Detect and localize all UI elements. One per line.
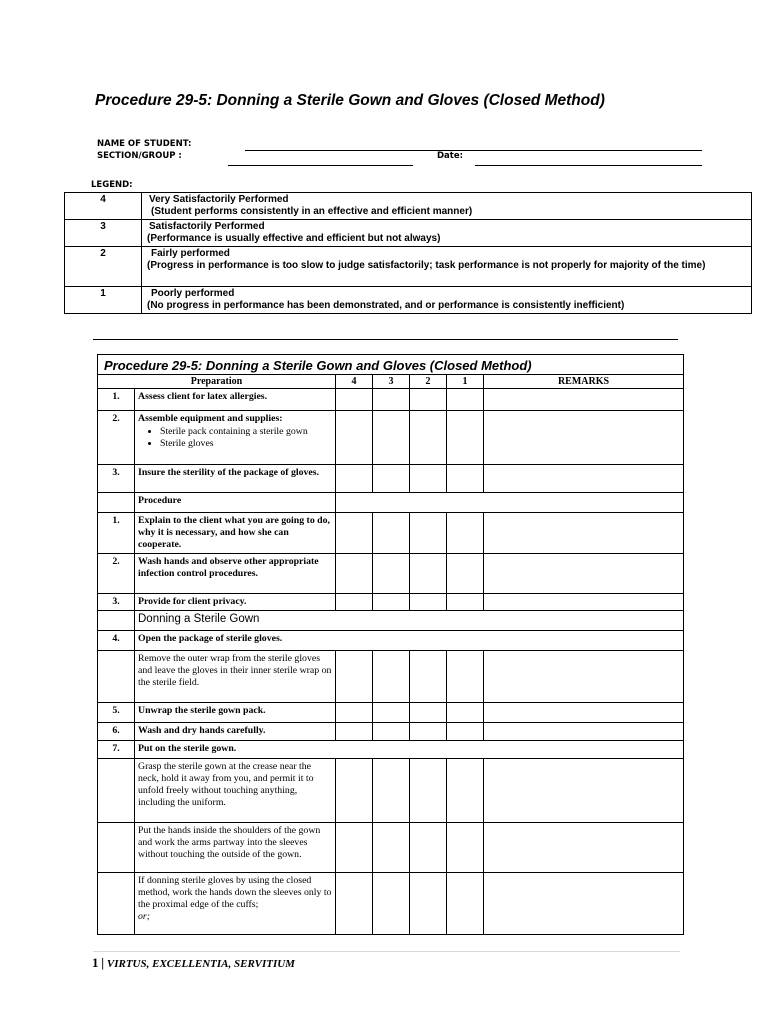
step-number — [98, 651, 135, 703]
procedure-heading: Procedure — [135, 493, 336, 513]
table-row — [98, 703, 684, 723]
list-item: • Sterile gloves — [160, 438, 332, 450]
table-caption: Procedure 29-5: Donning a Sterile Gown and Gloves (Closed Method) — [98, 355, 684, 375]
donning-gown-heading: Donning a Sterile Gown — [135, 611, 684, 631]
supply-list — [138, 426, 332, 450]
header-preparation: Preparation — [98, 375, 336, 389]
step-text: Grasp the sterile gown at the crease near the neck, hold it away from you, and permit it to unfold freely without touching anything, including the uniform. — [135, 759, 336, 823]
header-score-2: 2 — [410, 375, 447, 389]
score-cell-1[interactable] — [447, 465, 484, 493]
name-of-student-label: NAME OF STUDENT: — [97, 139, 192, 149]
table-row — [98, 873, 684, 935]
remarks-cell[interactable] — [484, 389, 684, 411]
step-text: Assess client for latex allergies. — [135, 389, 336, 411]
step-text: Explain to the client what you are going to do, why it is necessary, and how she can cooperate. — [135, 513, 336, 554]
table-row — [98, 611, 684, 631]
score-cell-4[interactable] — [336, 723, 373, 741]
legend-level: 4 — [65, 193, 142, 220]
step-number — [98, 493, 135, 513]
legend-level: 2 — [65, 247, 142, 287]
step-number — [98, 759, 135, 823]
step-text-block — [135, 411, 336, 465]
table-row — [98, 554, 684, 594]
score-cell-2[interactable] — [410, 651, 447, 703]
step-text: Wash and dry hands carefully. — [135, 723, 336, 741]
name-of-student-field[interactable] — [245, 150, 702, 151]
footer-motto: VIRTUS, EXCELLENTIA, SERVITIUM — [106, 958, 295, 970]
legend-title: Satisfactorily Performed — [149, 221, 265, 232]
remarks-cell[interactable] — [484, 594, 684, 611]
table-row — [98, 759, 684, 823]
table-row — [98, 513, 684, 554]
table-row — [98, 651, 684, 703]
legend-description — [142, 247, 752, 287]
footer-divider — [93, 951, 680, 952]
table-row — [98, 741, 684, 759]
legend-label: LEGEND: — [91, 180, 133, 190]
legend-note: (Student performs consistently in an effective and efficient manner) — [151, 206, 473, 217]
table-caption-row — [98, 355, 684, 375]
score-cell-2[interactable] — [410, 513, 447, 554]
remarks-cell[interactable] — [484, 651, 684, 703]
step-text: Assemble equipment and supplies: — [138, 413, 283, 424]
score-cell-3[interactable] — [373, 723, 410, 741]
score-cell-4[interactable] — [336, 823, 373, 873]
score-cell-3[interactable] — [373, 513, 410, 554]
step-text: Open the package of sterile gloves. — [135, 631, 684, 651]
step-text: Put on the sterile gown. — [135, 741, 684, 759]
legend-note: (No progress in performance has been demonstrated, and or performance is consistently inefficient) — [147, 300, 625, 311]
legend-note: (Progress in performance is too slow to judge satisfactorily; task performance is not properly for majority of the time) — [147, 260, 706, 271]
score-cell-2[interactable] — [410, 723, 447, 741]
score-cell-2[interactable] — [410, 759, 447, 823]
legend-description — [142, 287, 752, 314]
remarks-cell[interactable] — [484, 703, 684, 723]
step-number: 1. — [98, 513, 135, 554]
legend-row — [65, 220, 752, 247]
legend-title: Fairly performed — [151, 248, 230, 259]
score-cell-3[interactable] — [373, 554, 410, 594]
step-text: Insure the sterility of the package of gloves. — [135, 465, 336, 493]
score-cell-3[interactable] — [373, 594, 410, 611]
section-divider — [93, 339, 678, 340]
empty-cell — [336, 493, 684, 513]
score-cell-3[interactable] — [373, 389, 410, 411]
score-cell-4[interactable] — [336, 411, 373, 465]
step-number: 7. — [98, 741, 135, 759]
step-text: If donning sterile gloves by using the closed method, work the hands down the sleeves only to the proximal edge of the cuffs; — [138, 875, 332, 910]
table-row — [98, 823, 684, 873]
legend-note: (Performance is usually effective and efficient but not always) — [147, 233, 441, 244]
step-number: 2. — [98, 411, 135, 465]
score-cell-2[interactable] — [410, 411, 447, 465]
step-text: Unwrap the sterile gown pack. — [135, 703, 336, 723]
remarks-cell[interactable] — [484, 823, 684, 873]
step-text: Put the hands inside the shoulders of the gown and work the arms partway into the sleeves without touching the outside of the gown. — [135, 823, 336, 873]
score-cell-1[interactable] — [447, 823, 484, 873]
legend-table — [64, 192, 752, 314]
score-cell-2[interactable] — [410, 823, 447, 873]
remarks-cell[interactable] — [484, 513, 684, 554]
legend-row — [65, 247, 752, 287]
score-cell-4[interactable] — [336, 465, 373, 493]
step-number: 3. — [98, 465, 135, 493]
table-row — [98, 594, 684, 611]
legend-level: 1 — [65, 287, 142, 314]
date-field[interactable] — [475, 165, 702, 166]
step-number — [98, 611, 135, 631]
score-cell-2[interactable] — [410, 554, 447, 594]
remarks-cell[interactable] — [484, 465, 684, 493]
section-group-field[interactable] — [228, 165, 413, 166]
step-number: 4. — [98, 631, 135, 651]
table-row — [98, 493, 684, 513]
legend-row — [65, 287, 752, 314]
header-remarks: REMARKS — [484, 375, 684, 389]
page-footer — [92, 955, 295, 971]
footer-separator: | — [101, 955, 105, 970]
score-cell-1[interactable] — [447, 873, 484, 935]
step-number: 1. — [98, 389, 135, 411]
score-cell-1[interactable] — [447, 759, 484, 823]
score-cell-2[interactable] — [410, 703, 447, 723]
legend-level: 3 — [65, 220, 142, 247]
table-row — [98, 389, 684, 411]
step-text-block — [135, 873, 336, 935]
list-item: • Sterile pack containing a sterile gown — [160, 426, 332, 438]
step-number: 5. — [98, 703, 135, 723]
remarks-cell[interactable] — [484, 411, 684, 465]
step-or-text: or; — [138, 911, 150, 922]
step-number — [98, 873, 135, 935]
table-row — [98, 631, 684, 651]
legend-description — [142, 220, 752, 247]
legend-title: Poorly performed — [151, 288, 235, 299]
step-number: 6. — [98, 723, 135, 741]
score-cell-3[interactable] — [373, 465, 410, 493]
legend-row — [65, 193, 752, 220]
score-cell-3[interactable] — [373, 703, 410, 723]
page-title: Procedure 29-5: Donning a Sterile Gown and Gloves (Closed Method) — [95, 92, 605, 109]
date-label: Date: — [437, 151, 464, 161]
section-group-label: SECTION/GROUP : — [97, 151, 182, 161]
table-row — [98, 723, 684, 741]
remarks-cell[interactable] — [484, 759, 684, 823]
score-cell-4[interactable] — [336, 759, 373, 823]
step-text: Remove the outer wrap from the sterile gloves and leave the gloves in their inner sterile wrap on the sterile field. — [135, 651, 336, 703]
score-cell-4[interactable] — [336, 554, 373, 594]
score-cell-4[interactable] — [336, 594, 373, 611]
score-cell-3[interactable] — [373, 411, 410, 465]
header-score-3: 3 — [373, 375, 410, 389]
remarks-cell[interactable] — [484, 873, 684, 935]
score-cell-4[interactable] — [336, 389, 373, 411]
step-text: Provide for client privacy. — [135, 594, 336, 611]
score-cell-3[interactable] — [373, 823, 410, 873]
remarks-cell[interactable] — [484, 554, 684, 594]
table-header-row — [98, 375, 684, 389]
score-cell-1[interactable] — [447, 723, 484, 741]
legend-description — [142, 193, 752, 220]
score-cell-3[interactable] — [373, 873, 410, 935]
score-cell-1[interactable] — [447, 554, 484, 594]
step-number: 2. — [98, 554, 135, 594]
header-score-4: 4 — [336, 375, 373, 389]
score-cell-3[interactable] — [373, 759, 410, 823]
score-cell-1[interactable] — [447, 703, 484, 723]
score-cell-4[interactable] — [336, 873, 373, 935]
score-cell-4[interactable] — [336, 651, 373, 703]
score-cell-1[interactable] — [447, 411, 484, 465]
score-cell-1[interactable] — [447, 389, 484, 411]
score-cell-3[interactable] — [373, 651, 410, 703]
step-number — [98, 823, 135, 873]
step-number: 3. — [98, 594, 135, 611]
score-cell-4[interactable] — [336, 513, 373, 554]
score-cell-4[interactable] — [336, 703, 373, 723]
table-row — [98, 411, 684, 465]
score-cell-2[interactable] — [410, 873, 447, 935]
score-cell-2[interactable] — [410, 465, 447, 493]
page-number: 1 — [92, 955, 99, 970]
procedure-checklist-table — [97, 354, 684, 935]
score-cell-1[interactable] — [447, 594, 484, 611]
score-cell-2[interactable] — [410, 594, 447, 611]
remarks-cell[interactable] — [484, 723, 684, 741]
score-cell-1[interactable] — [447, 513, 484, 554]
score-cell-1[interactable] — [447, 651, 484, 703]
legend-title: Very Satisfactorily Performed — [149, 194, 289, 205]
table-row — [98, 465, 684, 493]
step-text: Wash hands and observe other appropriate infection control procedures. — [135, 554, 336, 594]
score-cell-2[interactable] — [410, 389, 447, 411]
header-score-1: 1 — [447, 375, 484, 389]
